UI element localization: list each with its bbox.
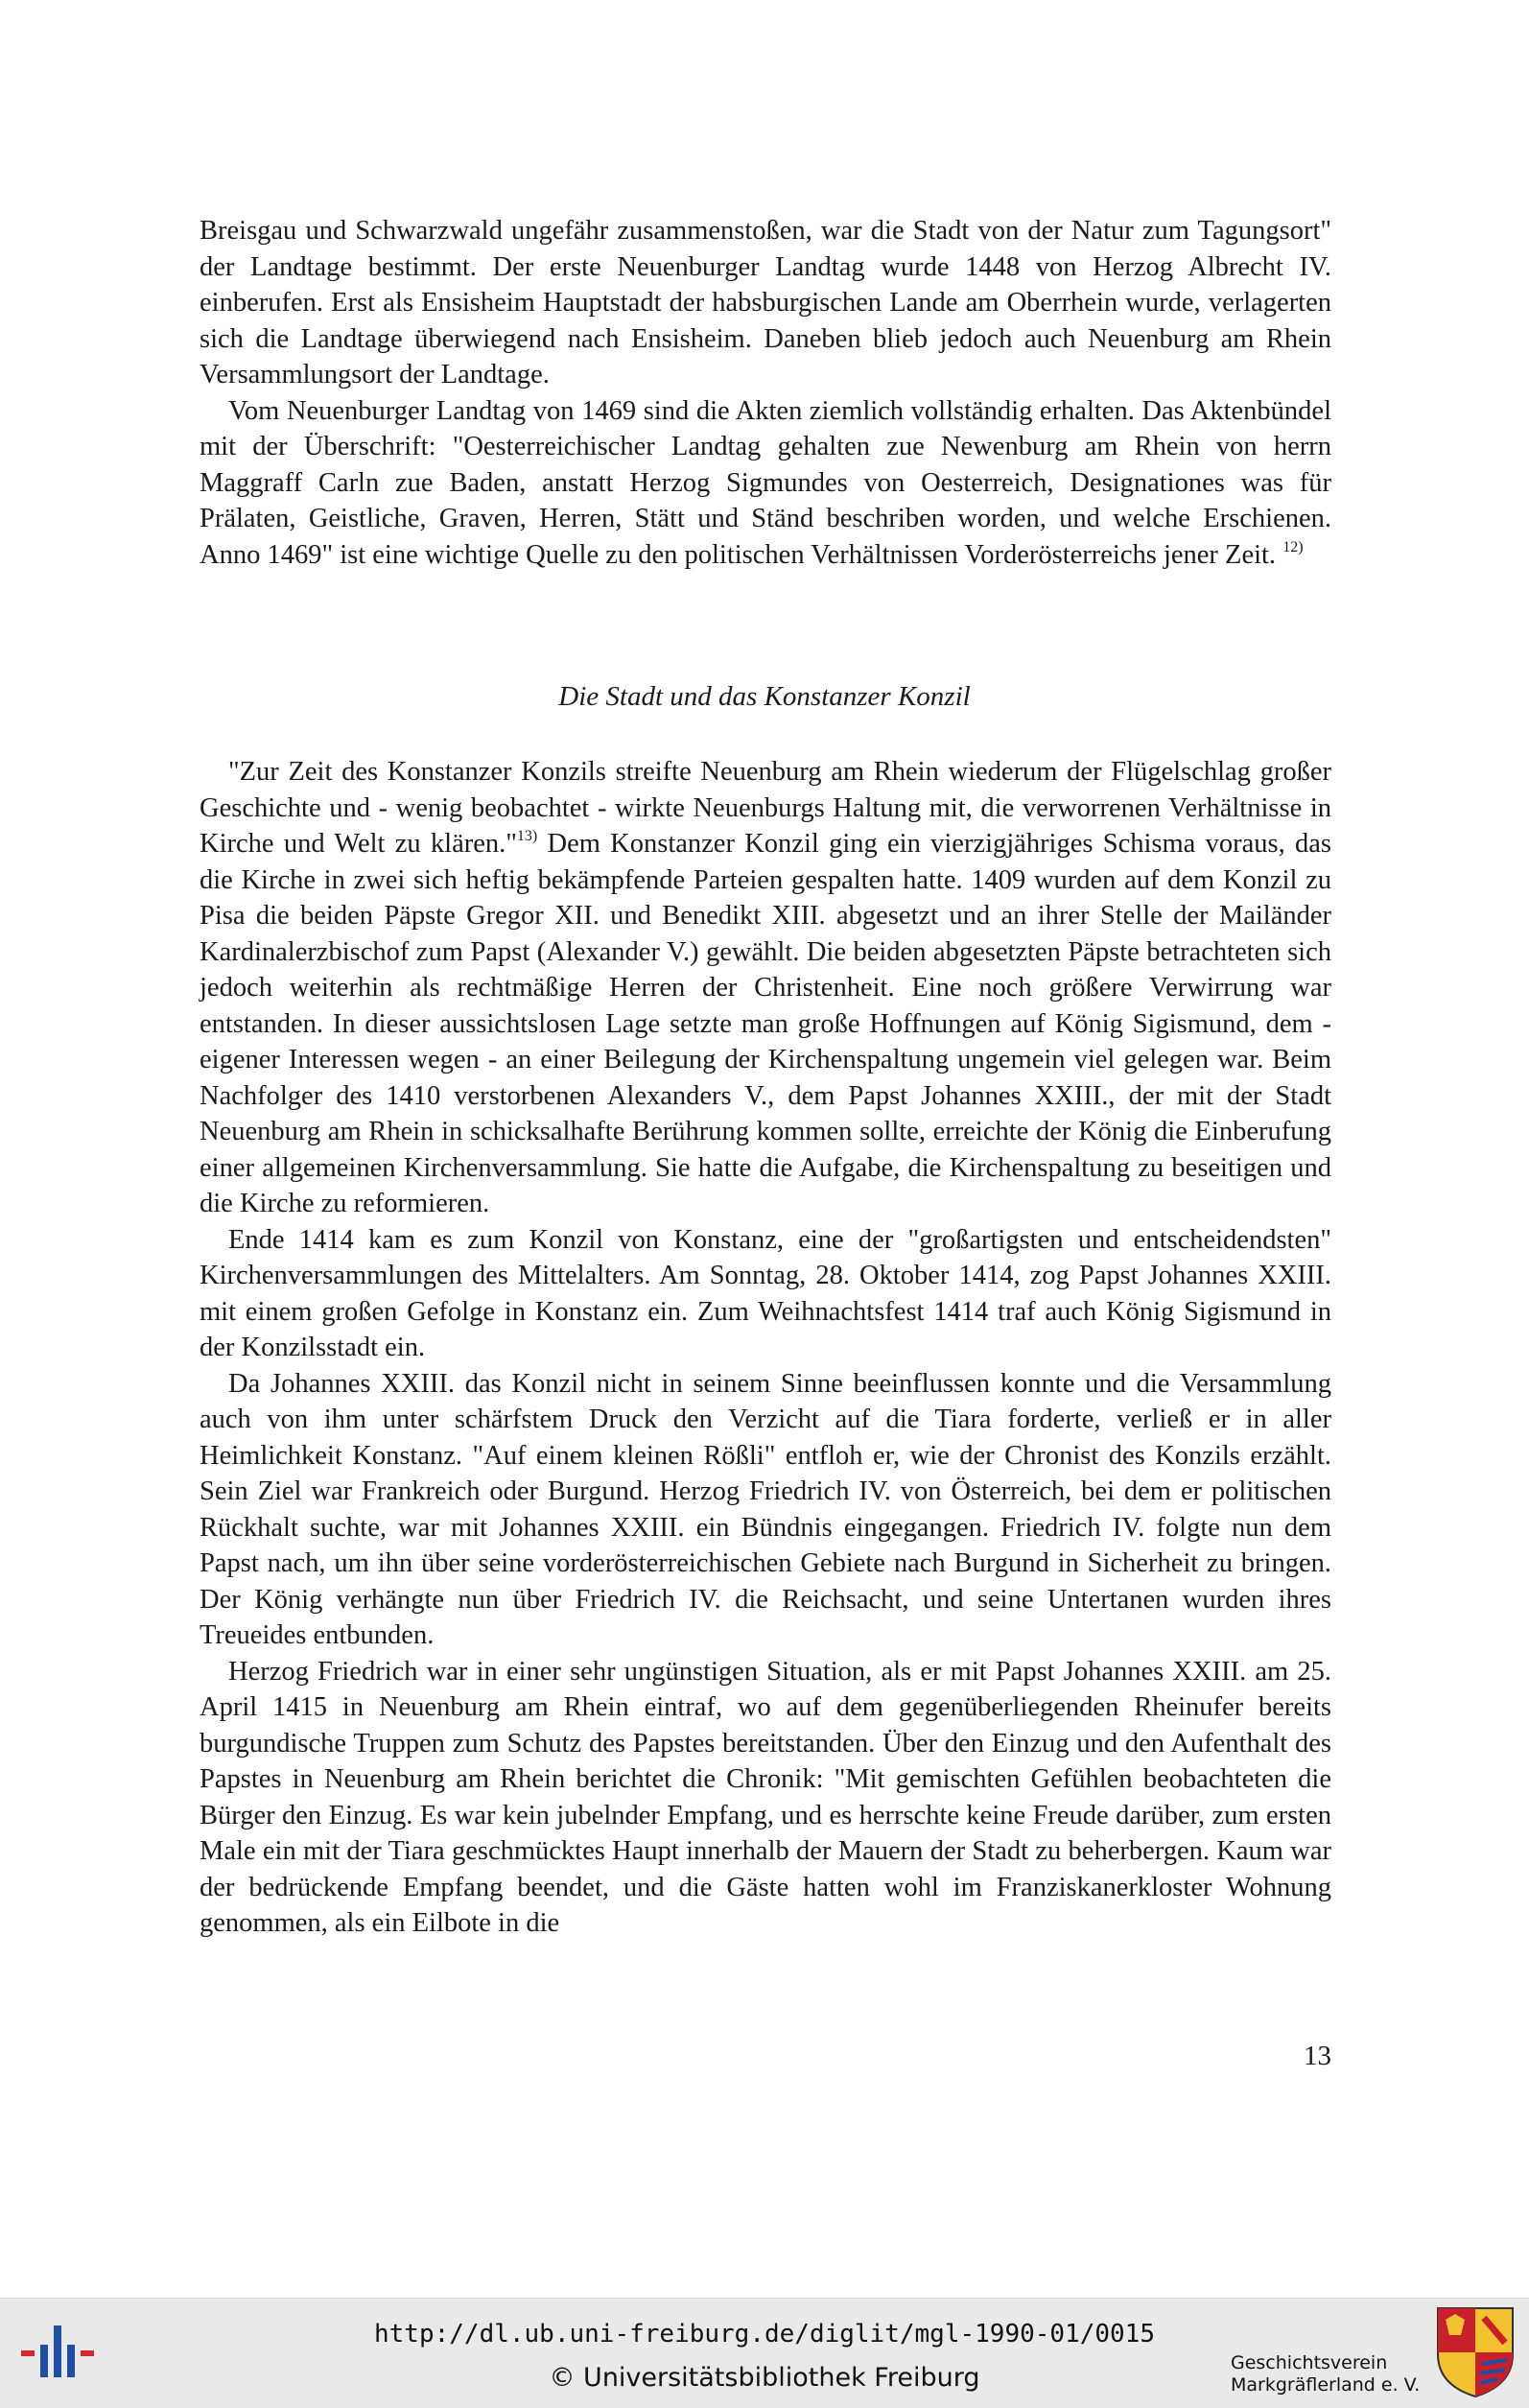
paragraph-text: Ende 1414 kam es zum Konzil von Konstanz, eine der "großartigsten und entscheidendsten" Kirchenversammlungen des Mittelalters. Am Sonntag, 28. Oktober 1414, zog Papst Johannes XXIII. mit einem großen Gefolge in Konstanz ein. Zum Weihnachtsfest 1414 traf auch König Sigismund in der Konzilsstadt ein.	[200, 1224, 1331, 1362]
paragraph-text: Herzog Friedrich war in einer sehr ungünstigen Situation, als er mit Papst Johannes XXIII. am 25. April 1415 in Neuenburg am Rhein eintraf, wo auf dem gegenüberliegenden Rheinufer bereits burgundische Truppen zum Schutz des Papstes bereitstanden. Über den Einzug und den Aufenthalt des Papstes in Neuenburg am Rhein berichtet die Chronik: "Mit gemischten Gefühlen beobachteten die Bürger den Einzug. Es war kein jubelnder Empfang, und es herrschte keine Freude darüber, zum ersten Male ein mit der Tiara geschmücktes Haupt innerhalb der Mauern der Stadt zu beherbergen. Kaum war der bedrückende Empfang beendet, und die Gäste hatten wohl im Franziskanerkloster Wohnung genommen, als ein Eilbote in die	[200, 1656, 1331, 1938]
footnote-ref: 12)	[1282, 538, 1304, 555]
paragraph	[200, 1366, 1331, 1654]
paragraph-text: Da Johannes XXIII. das Konzil nicht in seinem Sinne beeinflussen konnte und die Versammlung auch von ihm unter schärfstem Druck den Verzicht auf die Tiara forderte, verließ er in aller Heimlichkeit Konstanz. "Auf einem kleinen Rößli" entfloh er, wie der Chronist des Konzils erzählt. Sein Ziel war Frankreich oder Burgund. Herzog Friedrich IV. von Österreich, bei dem er politischen Rückhalt suchte, war mit Johannes XXIII. ein Bündnis eingegangen. Friedrich IV. folgte nun dem Papst nach, um ihn über seine vorderösterreichischen Gebiete nach Burgund in Sicherheit zu bringen. Der König verhängte nun über Friedrich IV. die Reichsacht, und seine Untertanen wurden ihres Treueides entbunden.	[200, 1368, 1331, 1650]
body-text-top	[200, 213, 1331, 573]
paragraph	[200, 393, 1331, 574]
footnote-ref: 13)	[516, 828, 538, 844]
body-text-section	[200, 754, 1331, 1942]
paragraph	[200, 1222, 1331, 1366]
page-number: 13	[1304, 2041, 1331, 2071]
paragraph	[200, 1654, 1331, 1942]
coat-of-arms-icon	[1436, 2306, 1515, 2398]
paragraph	[200, 213, 1331, 393]
document-url-link[interactable]: http://dl.ub.uni-freiburg.de/diglit/mgl-1990-01/0015	[374, 2320, 1155, 2349]
society-name-line1: Geschichtsverein	[1231, 2352, 1388, 2373]
paragraph-text-continued: Dem Konstanzer Konzil ging ein vierzigjähriges Schisma voraus, das die Kirche in zwei sich heftig bekämpfende Parteien gespalten hatte. 1409 wurden auf dem Konzil zu Pisa die beiden Päpste Gregor XII. und Benedikt XIII. abgesetzt und an ihrer Stelle der Mailänder Kardinalerzbischof zum Papst (Alexander V.) gewählt. Die beiden abgesetzten Päpste betrachteten sich jedoch weiterhin als rechtmäßige Herren der Christenheit. Eine noch größere Verwirrung war entstanden. In dieser aussichtslosen Lage setzte man große Hoffnungen auf König Sigismund, dem - eigener Interessen wegen - an einer Beilegung der Kirchenspaltung ungemein viel gelegen war. Beim Nachfolger des 1410 verstorbenen Alexanders V., dem Papst Johannes XXIII., der mit der Stadt Neuenburg am Rhein in schicksalhafte Berührung kommen sollte, erreichte der König die Einberufung einer allgemeinen Kirchenversammlung. Sie hatte die Aufgabe, die Kirchenspaltung zu beseitigen und die Kirche zu reformieren.	[200, 829, 1331, 1218]
paragraph	[200, 754, 1331, 1222]
section-heading: Die Stadt und das Konstanzer Konzil	[558, 681, 971, 712]
society-name	[1231, 2352, 1423, 2396]
society-name-line2: Markgräflerland e. V.	[1231, 2374, 1421, 2396]
paragraph-text: Breisgau und Schwarzwald ungefähr zusammenstoßen, war die Stadt von der Natur zum Tagungsort" der Landtage bestimmt. Der erste Neuenburger Landtag wurde 1448 von Herzog Albrecht IV. einberufen. Erst als Ensisheim Hauptstadt der habsburgischen Lande am Oberrhein wurde, verlagerten sich die Landtage überwiegend nach Ensisheim. Daneben blieb jedoch auch Neuenburg am Rhein Versammlungsort der Landtage.	[200, 216, 1331, 390]
paragraph-text: "Zur Zeit des Konstanzer Konzils streifte Neuenburg am Rhein wiederum der Flügelschlag großer Geschichte und - wenig beobachtet - wirkte Neuenburgs Haltung mit, die verworrenen Verhältnisse in Kirche und Welt zu klären."	[200, 757, 1331, 859]
copyright-text: © Universitätsbibliothek Freiburg	[549, 2363, 980, 2393]
paragraph-text: Vom Neuenburger Landtag von 1469 sind die Akten ziemlich vollständig erhalten. Das Aktenbündel mit der Überschrift: "Oesterreichischer Landtag gehalten zue Newenburg am Rhein von herrn Maggraff Carln zue Baden, anstatt Herzog Sigmundes von Oesterreich, Designationes was für Prälaten, Geistliche, Graven, Herren, Stätt und Ständ beschriben worden, und welche Erschienen. Anno 1469" ist eine wichtige Quelle zu den politischen Verhältnissen Vorderösterreichs jener Zeit.	[200, 395, 1331, 570]
